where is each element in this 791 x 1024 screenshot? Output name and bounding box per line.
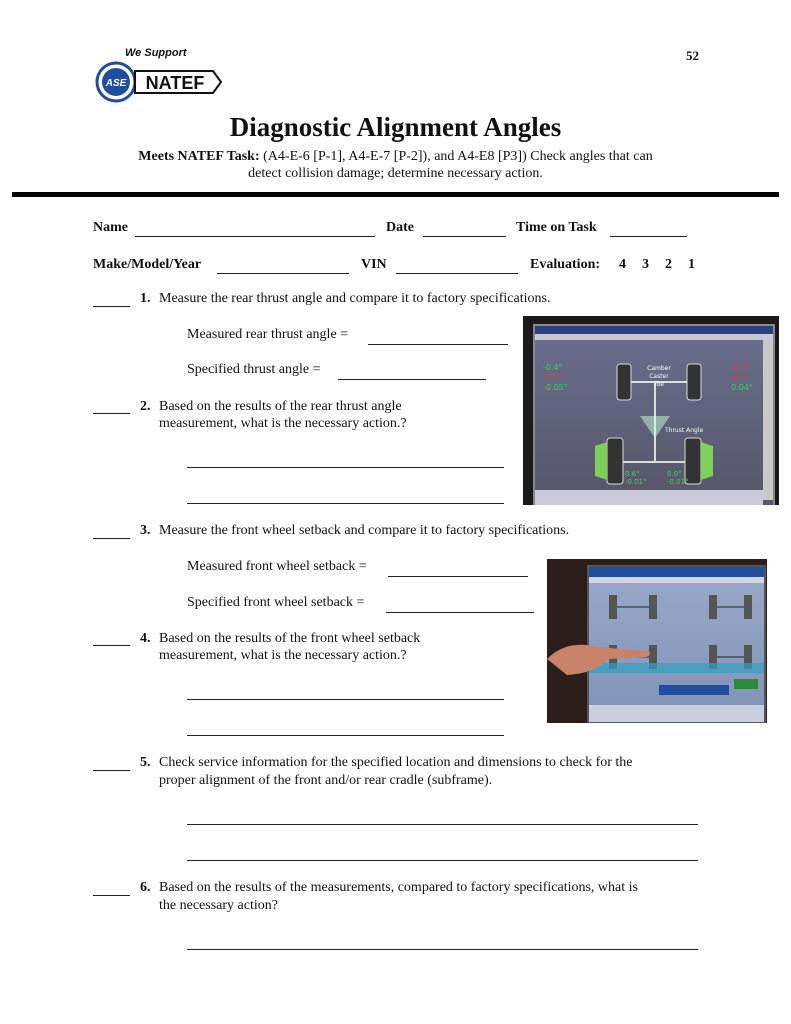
q3-measured-label: Measured front wheel setback = <box>187 559 367 574</box>
q4-text-line-2: measurement, what is the necessary action.? <box>159 648 407 663</box>
left-caster-value: -0.1° <box>543 373 563 382</box>
q6-answer-line-1[interactable] <box>187 949 698 950</box>
thrust-angle-label: Thrust Angle <box>665 427 704 434</box>
q4-answer-line-1[interactable] <box>187 699 504 700</box>
q4-check-blank[interactable] <box>93 645 130 646</box>
q1-number: 1. <box>140 291 151 306</box>
q2-number: 2. <box>140 399 151 414</box>
header-rule <box>12 192 779 197</box>
camber-label: Camber <box>647 365 671 372</box>
q1-text: Measure the rear thrust angle and compare it to factory specifications. <box>159 291 551 306</box>
vin-label: VIN <box>361 257 387 272</box>
q4-answer-line-2[interactable] <box>187 735 504 736</box>
q1-measured-label: Measured rear thrust angle = <box>187 327 349 342</box>
q4-number: 4. <box>140 631 151 646</box>
ase-natef-key-logo <box>95 61 225 103</box>
wheel-setback-monitor-photo <box>547 559 767 723</box>
q2-check-blank[interactable] <box>93 413 130 414</box>
q1-measured-blank[interactable] <box>368 344 508 345</box>
caster-label: Caster <box>649 373 669 380</box>
q5-answer-line-2[interactable] <box>187 860 698 861</box>
q2-answer-line-2[interactable] <box>187 503 504 504</box>
q1-specified-label: Specified thrust angle = <box>187 362 321 377</box>
time-on-task-label: Time on Task <box>516 220 597 235</box>
q5-answer-line-1[interactable] <box>187 824 698 825</box>
rear-left-toe-value: -0.01° <box>625 478 647 486</box>
q3-text: Measure the front wheel setback and compare it to factory specifications. <box>159 523 570 538</box>
page-title: Diagnostic Alignment Angles <box>229 112 562 142</box>
rear-right-toe-value: -0.01° <box>667 478 689 486</box>
q2-text-line-2: measurement, what is the necessary action.? <box>159 416 407 431</box>
rear-right-camber-value: 0.0° <box>667 470 682 478</box>
toe-label: Toe <box>653 381 665 388</box>
q6-number: 6. <box>140 880 151 895</box>
date-label: Date <box>386 220 414 235</box>
rear-left-camber-value: 0.6° <box>625 470 640 478</box>
make-model-year-label: Make/Model/Year <box>93 257 202 272</box>
q5-text-line-2: proper alignment of the front and/or rear cradle (subframe). <box>159 773 493 788</box>
left-toe-value: -0.05° <box>543 383 568 392</box>
thrust-angle-monitor-photo <box>523 316 779 505</box>
q2-answer-line-1[interactable] <box>187 467 504 468</box>
natef-logo <box>95 45 225 110</box>
q4-text-line-1: Based on the results of the front wheel setback <box>159 631 421 646</box>
q1-check-blank[interactable] <box>93 306 130 307</box>
right-caster-value: -0.1° <box>731 373 751 382</box>
name-blank[interactable] <box>135 236 375 237</box>
logo-natef-text: NATEF <box>145 73 205 93</box>
q5-check-blank[interactable] <box>93 770 130 771</box>
vin-blank[interactable] <box>396 273 518 274</box>
evaluation-score-2[interactable]: 2 <box>665 257 672 272</box>
q6-text-line-2: the necessary action? <box>159 898 278 913</box>
subtitle-line-2: detect collision damage; determine necessary action. <box>248 166 543 181</box>
right-toe-value: 0.04° <box>731 383 753 392</box>
make-model-year-blank[interactable] <box>217 273 349 274</box>
left-camber-value: -0.4° <box>543 363 563 372</box>
evaluation-score-1[interactable]: 1 <box>688 257 695 272</box>
evaluation-label: Evaluation: <box>530 257 601 272</box>
logo-ase-text: ASE <box>105 78 127 89</box>
meets-task-label: Meets NATEF Task: <box>138 149 260 164</box>
q5-text-line-1: Check service information for the specified location and dimensions to check for the <box>159 755 633 770</box>
name-label: Name <box>93 220 128 235</box>
date-blank[interactable] <box>423 236 506 237</box>
q1-specified-blank[interactable] <box>338 379 486 380</box>
subtitle-line-1 <box>0 149 791 165</box>
q2-text-line-1: Based on the results of the rear thrust angle <box>159 399 402 414</box>
q3-specified-blank[interactable] <box>386 612 534 613</box>
evaluation-score-3[interactable]: 3 <box>642 257 649 272</box>
task-codes: (A4-E-6 [P-1], A4-E-7 [P-2]), and A4-E8 [P3]) Check angles that can <box>263 149 653 164</box>
q5-number: 5. <box>140 755 151 770</box>
right-camber-value: -0.3° <box>731 363 751 372</box>
alignment-screen-diagram <box>535 326 773 505</box>
q3-measured-blank[interactable] <box>388 576 528 577</box>
q3-number: 3. <box>140 523 151 538</box>
logo-support-text: We Support <box>125 47 187 59</box>
q6-text-line-1: Based on the results of the measurements, compared to factory specifications, what is <box>159 880 638 895</box>
evaluation-score-4[interactable]: 4 <box>619 257 626 272</box>
pointing-hand-icon <box>547 629 657 679</box>
page-number: 52 <box>686 48 699 63</box>
q3-specified-label: Specified front wheel setback = <box>187 595 365 610</box>
q3-check-blank[interactable] <box>93 538 130 539</box>
time-on-task-blank[interactable] <box>610 236 687 237</box>
q6-check-blank[interactable] <box>93 895 130 896</box>
